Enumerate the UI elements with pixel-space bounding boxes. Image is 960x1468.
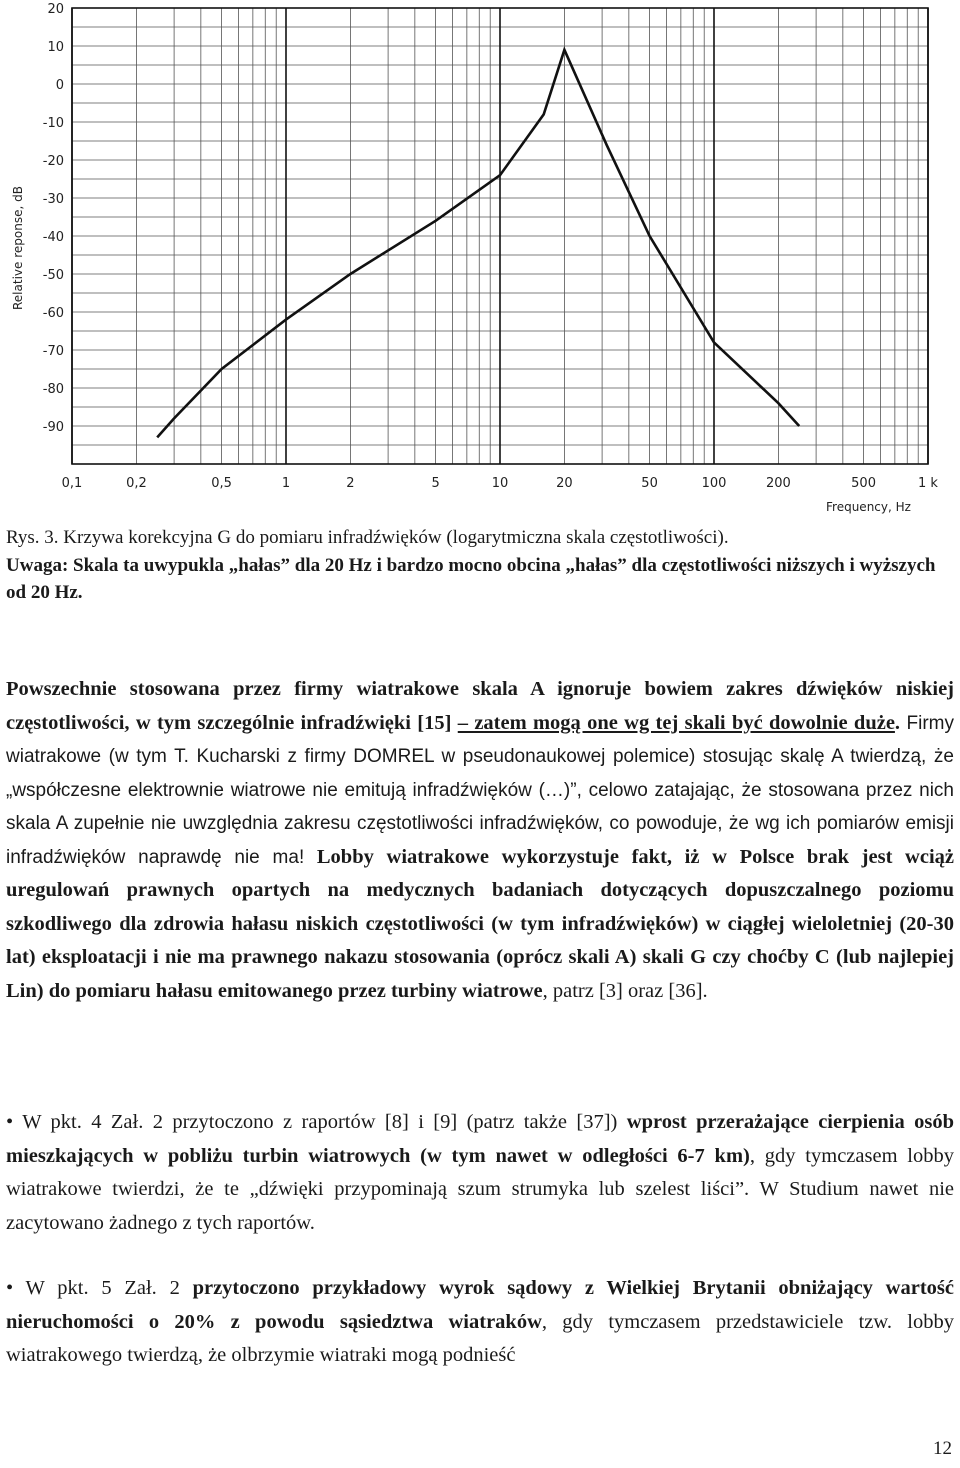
p1-bold-text: Lobby wiatrakowe wykorzystuje fakt, iż w Polsce brak jest wciąż uregulowań prawnych opartych na medycznych badaniach dotyczących dopuszczalnego poziomu szkodliwego dla zdrowia hałasu niskich częstotliwości (w tym infradźwięków) w ciągłej wieloletniej (20-30 lat) eksploatacji i nie ma prawnego nakazu stosowania (oprócz skali A) skali G czy choćby C (lub najlepiej Lin) do pomiaru hałasu emitowanego przez turbiny wiatrowe: [6, 845, 955, 1002]
x-tick-label: 100: [701, 476, 727, 491]
p1-tail: , patrz [3] oraz [36].: [542, 979, 708, 1002]
x-tick-label: 2: [346, 476, 355, 491]
x-tick-label: 1 k: [918, 476, 938, 491]
y-tick-label: -30: [42, 192, 64, 207]
y-tick-label: -40: [42, 230, 64, 245]
y-axis-label: Relative reponse, dB: [11, 186, 25, 310]
x-tick-label: 10: [491, 476, 509, 491]
y-tick-label: -90: [42, 420, 64, 435]
p2-bold: wprost przerażające cierpienia osób mieszkających w pobliżu turbin wiatrowych (w tym nawet w odległości 6-7 km): [6, 1111, 954, 1167]
y-tick-label: 10: [47, 40, 64, 55]
x-tick-label: 20: [556, 476, 573, 491]
g-weighting-chart: [0, 0, 960, 520]
paragraph-a-weighting: [6, 673, 954, 1008]
y-tick-label: 0: [55, 78, 64, 93]
y-tick-label: -50: [42, 268, 64, 283]
paragraph-reports: [6, 1106, 954, 1240]
y-tick-label: -20: [42, 154, 64, 169]
x-axis-label: Frequency, Hz: [826, 500, 911, 514]
y-tick-label: 20: [47, 2, 64, 17]
p1-underlined: – zatem mogą one wg tej skali być dowolnie duże: [457, 711, 895, 734]
y-tick-label: -70: [42, 344, 64, 359]
p1-bold-dot: .: [894, 711, 901, 734]
x-tick-label: 0,2: [126, 476, 147, 491]
x-tick-label: 1: [281, 476, 291, 491]
y-tick-label: -10: [42, 116, 64, 131]
y-tick-label: -60: [42, 306, 64, 321]
g-weighting-curve: [157, 50, 799, 438]
x-tick-labels: [62, 476, 939, 491]
x-tick-label: 500: [851, 476, 876, 491]
p2-plain-1: • W pkt. 4 Zał. 2 przytoczono z raportów [8] i [9] (patrz także [37]): [6, 1111, 627, 1133]
paragraph-court: [6, 1272, 954, 1373]
p3-plain-2: , gdy tymczasem przedstawiciele tzw. lobby wiatrakowego twierdzą, że olbrzymie wiatraki mogą podnieść: [6, 1310, 954, 1366]
x-tick-label: 50: [641, 476, 658, 491]
p3-plain-1: • W pkt. 5 Zał. 2: [6, 1277, 193, 1299]
p1-sans-text: Firmy wiatrakowe (w tym T. Kucharski z firmy DOMREL w pseudonaukowej polemice) stosując skalę A twierdzą, że „współczesne elektrownie wiatrowe nie emitują infradźwięków (…)”, celowo zatajając, że stosowana przez nich skala A zupełnie nie uwzględnia zakresu częstotliwości infradźwięków, co powoduje, że wg ich pomiarów emisji infradźwięków naprawdę nie ma!: [6, 712, 954, 868]
y-tick-label: -80: [42, 382, 64, 397]
p3-bold: przytoczono przykładowy wyrok sądowy z Wielkiej Brytanii obniżający wartość nieruchomości o 20% z powodu sąsiedztwa wiatraków: [6, 1277, 954, 1333]
x-tick-label: 0,1: [61, 476, 83, 491]
y-tick-labels: [43, 2, 64, 435]
figure-note: Uwaga: Skala ta uwypukla „hałas” dla 20 Hz i bardzo mocno obcina „hałas” dla częstotliwości niższych i wyższych od 20 Hz.: [6, 555, 936, 603]
page-number: 12: [933, 1438, 952, 1459]
x-tick-label: 0,5: [211, 476, 232, 491]
p1-bold-intro: Powszechnie stosowana przez firmy wiatrakowe skala A ignoruje bowiem zakres dźwięków niskiej częstotliwości, w tym szczególnie infradźwięki [15]: [6, 678, 954, 734]
x-tick-label: 200: [766, 476, 791, 491]
p2-plain-2: , gdy tymczasem lobby wiatrakowe twierdzi, że te „dźwięki przypominają szum strumyka lub szelest liści”. W Studium nawet nie zacytowano żadnego z tych raportów.: [6, 1144, 954, 1234]
figure-caption: Rys. 3. Krzywa korekcyjna G do pomiaru infradźwięków (logarytmiczna skala częstotliwości).: [6, 527, 729, 548]
x-tick-label: 5: [431, 476, 440, 491]
